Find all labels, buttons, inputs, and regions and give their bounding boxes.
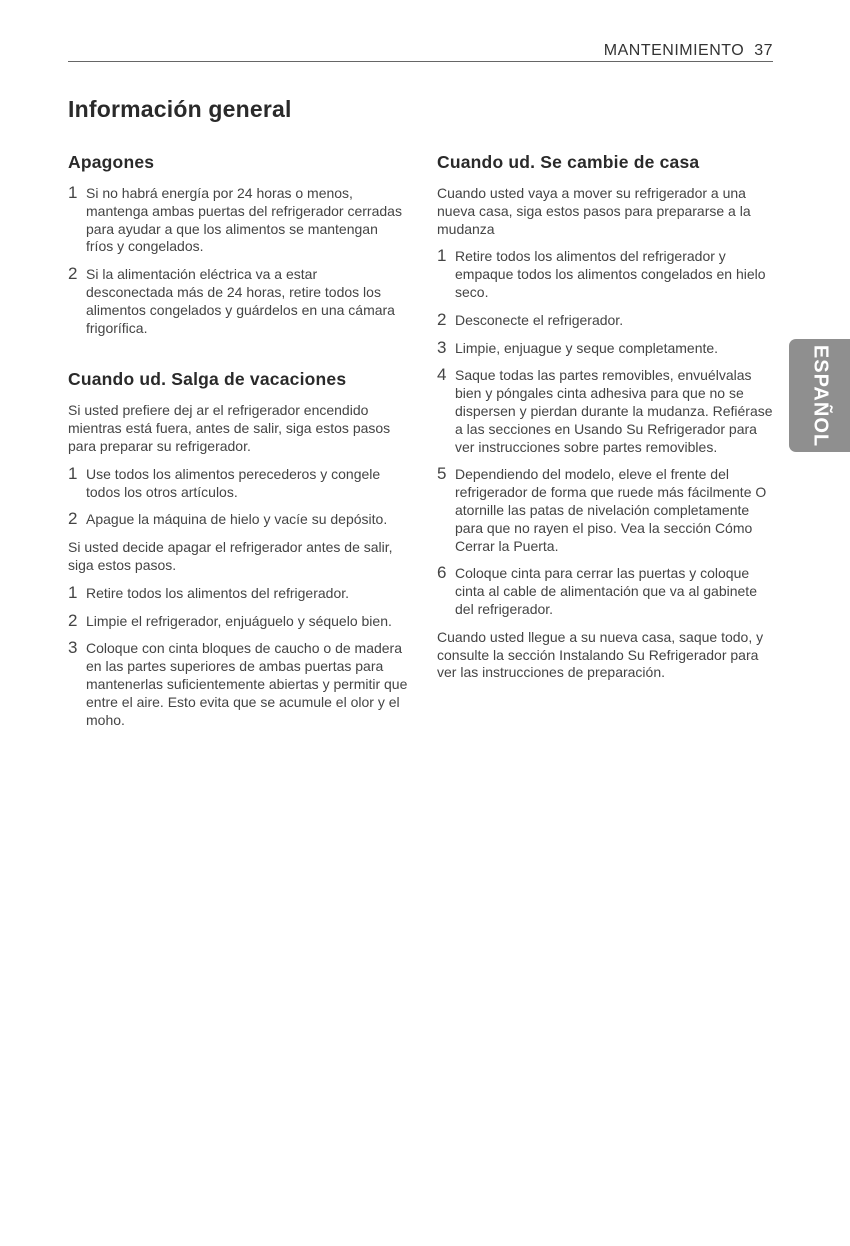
item-text: Desconecte el refrigerador. bbox=[455, 311, 624, 328]
section-name: MANTENIMIENTO bbox=[603, 42, 745, 59]
item-text: Saque todas las partes removibles, envuélvalas bien y póngales cinta adhesiva para que no se dispersen y pierdan durante la mudanza. Refiérase a las secciones en Usando Su Refrigerador para ver instrucciones sobre partes removibles. bbox=[455, 367, 773, 455]
left-column bbox=[68, 152, 408, 739]
outro-paragraph: Cuando usted llegue a su nueva casa, saque todo, y consulte la sección Instalando Su Refrigerador para ver las instrucciones de preparación. bbox=[437, 628, 764, 681]
vacaciones-list bbox=[68, 463, 408, 529]
section-heading: Cuando ud. Salga de vacaciones bbox=[68, 369, 347, 390]
list-item bbox=[68, 582, 408, 603]
section-heading: Apagones bbox=[68, 152, 155, 172]
header-rule bbox=[68, 61, 773, 62]
apagones-list bbox=[68, 185, 408, 337]
item-text: Si no habrá energía por 24 horas o menos, mantenga ambas puertas del refrigerador cerradas para ayudar a que los alimentos se mantengan fríos y congelados. bbox=[86, 185, 402, 255]
intro-paragraph: Cuando usted vaya a mover su refrigerador a una nueva casa, siga estos pasos para prepararse a la mudanza bbox=[437, 185, 751, 237]
item-number: 2 bbox=[68, 264, 78, 284]
item-number: 2 bbox=[437, 309, 447, 329]
item-number: 2 bbox=[68, 610, 78, 630]
item-text: Limpie, enjuague y seque completamente. bbox=[455, 339, 719, 356]
list-item bbox=[68, 266, 408, 337]
list-item bbox=[68, 511, 408, 529]
item-text: Retire todos los alimentos del refrigerador. bbox=[86, 584, 350, 601]
item-text: Dependiendo del modelo, eleve el frente del refrigerador de forma que ruede más fácilmente O atornille las patas de nivelación completamente para que no rayen el piso. Vea la sección Cómo Cerrar la Puerta. bbox=[455, 466, 767, 554]
item-text: Coloque con cinta bloques de caucho o de madera en las partes superiores de ambas puertas para mantenerlas suficientemente abiertas y permitir que entre el aire. Esto evita que se acumule el olor y el moho. bbox=[86, 640, 408, 728]
section-mudanza bbox=[437, 152, 777, 682]
intro-paragraph-2: Si usted decide apagar el refrigerador antes de salir, siga estos pasos. bbox=[68, 539, 393, 573]
item-text: Si la alimentación eléctrica va a estar desconectada más de 24 horas, retire todos los alimentos congelados y guárdelos en una cámara frigorífica. bbox=[86, 266, 395, 336]
item-text: Use todos los alimentos perecederos y congele todos los otros artículos. bbox=[86, 465, 381, 500]
item-text: Apague la máquina de hielo y vacíe su depósito. bbox=[86, 511, 388, 528]
section-vacaciones bbox=[68, 369, 408, 729]
list-item bbox=[437, 565, 777, 618]
mudanza-list bbox=[437, 248, 777, 618]
header-text bbox=[604, 42, 773, 60]
item-text: Coloque cinta para cerrar las puertas y coloque cinta al cable de alimentación que va al gabinete del refrigerador. bbox=[455, 565, 757, 617]
list-item bbox=[437, 367, 777, 456]
item-number: 5 bbox=[437, 464, 447, 484]
item-text: Limpie el refrigerador, enjuáguelo y séquelo bien. bbox=[86, 612, 392, 629]
item-number: 3 bbox=[68, 638, 78, 658]
language-label: ESPAÑOL bbox=[809, 344, 831, 447]
list-item bbox=[437, 309, 777, 330]
list-item bbox=[437, 466, 777, 555]
item-number: 1 bbox=[68, 463, 78, 483]
section-apagones bbox=[68, 152, 408, 337]
vacaciones-list-2 bbox=[68, 582, 408, 730]
item-number: 6 bbox=[437, 563, 447, 583]
item-number: 2 bbox=[68, 509, 78, 529]
item-text: Retire todos los alimentos del refrigerador y empaque todos los alimentos congelados en hielo seco. bbox=[455, 248, 766, 300]
item-number: 1 bbox=[437, 246, 447, 266]
item-number: 1 bbox=[68, 183, 78, 202]
item-number: 1 bbox=[68, 582, 78, 602]
language-tab bbox=[789, 339, 850, 452]
item-number: 4 bbox=[437, 365, 447, 385]
list-item bbox=[437, 248, 777, 301]
list-item bbox=[437, 337, 777, 358]
list-item bbox=[68, 610, 408, 631]
right-column bbox=[437, 152, 777, 692]
page-header bbox=[68, 42, 773, 64]
list-item bbox=[68, 463, 408, 502]
list-item bbox=[68, 640, 408, 729]
page-number: 37 bbox=[754, 42, 773, 59]
section-heading: Cuando ud. Se cambie de casa bbox=[437, 152, 700, 172]
intro-paragraph: Si usted prefiere dej ar el refrigerador encendido mientras está fuera, antes de salir, siga estos pasos para preparar su refrigerador. bbox=[68, 402, 391, 454]
list-item bbox=[68, 185, 408, 256]
page-title: Información general bbox=[68, 96, 292, 122]
item-number: 3 bbox=[437, 337, 447, 357]
